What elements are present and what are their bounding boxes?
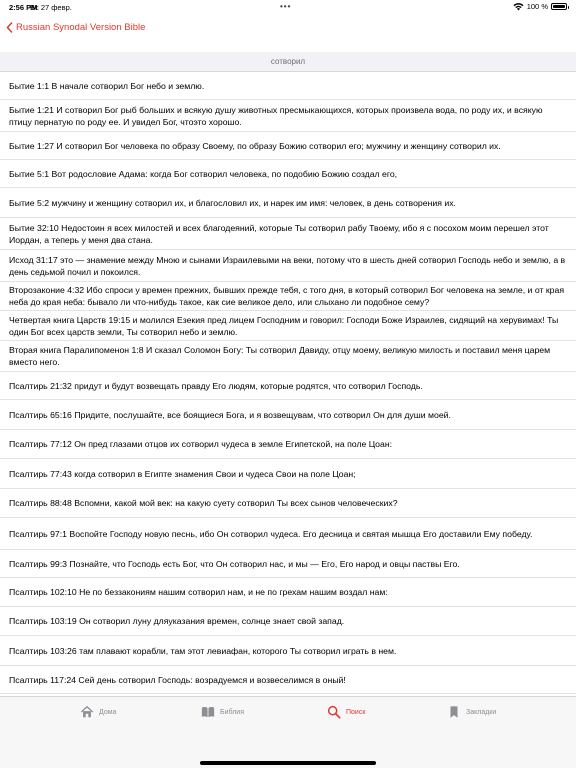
battery-icon (551, 3, 567, 10)
result-verse-text: Бытие 1:1 В начале сотворил Бог небо и землю. (9, 80, 205, 91)
result-verse-text: Псалтирь 65:16 Придите, послушайте, все боящиеся Бога, и я возвещувам, что сотворил Он для души моей. (9, 409, 451, 420)
navigation-bar (0, 14, 576, 44)
tab-bar (0, 696, 576, 768)
back-button[interactable] (6, 22, 145, 33)
result-row[interactable] (0, 607, 576, 636)
result-row[interactable] (0, 341, 576, 372)
result-row[interactable] (0, 400, 576, 430)
result-row[interactable] (0, 372, 576, 400)
book-icon (201, 705, 215, 719)
result-verse-text: Четвертая книга Царств 19:15 и молился Езекия пред лицем Господним и говорил: Господи Боже Израилев, сидящий на херувимах! Ты один Бог всех царств земли, Ты сотворил небо и землю. (9, 314, 559, 337)
multitasking-dots-icon[interactable]: ••• (280, 2, 292, 11)
status-date: Вс 27 февр. (30, 3, 72, 12)
result-verse-text: Псалтирь 97:1 Воспойте Господу новую песнь, ибо Он сотворил чудеса. Его десница и святая мышца Его доставили Ему победу. (9, 528, 533, 539)
result-row[interactable] (0, 72, 576, 100)
result-verse-text: Бытие 5:2 мужчину и женщину сотворил их, и благословил их, и нарек им имя: человек, в день сотворения их. (9, 197, 456, 208)
result-row[interactable] (0, 311, 576, 341)
result-row[interactable] (0, 160, 576, 188)
status-right (513, 2, 567, 11)
result-row[interactable] (0, 282, 576, 311)
bookmark-icon (447, 705, 461, 719)
search-query-label: сотворил (270, 57, 306, 66)
battery-percent: 100 % (526, 2, 548, 11)
result-verse-text: Псалтирь 102:10 Не по беззакониям нашим сотворил нам, и не по грехам нашим воздал нам: (9, 587, 388, 597)
tab-bible[interactable] (201, 705, 244, 719)
result-verse-text: Псалтирь 88:48 Вспомни, какой мой век: на какую суету сотворил Ты всех сынов человеческих? (9, 498, 398, 508)
tab-home-label: Дома (99, 708, 117, 716)
result-row[interactable] (0, 459, 576, 489)
result-verse-text: Псалтирь 99:3 Познайте, что Господь есть Бог, что Он сотворил нас, и мы — Его, Его народ и овцы паствы Его. (9, 558, 460, 569)
tab-search[interactable] (327, 705, 365, 719)
result-verse-text: Второзаконие 4:32 Ибо спроси у времен прежних, бывших прежде тебя, с того дня, в который сотворил Бог человека на земле, и от края неба до края неба: бывало ли что-нибудь такое, как сие великое дело, или слыхано ли подобное сему? (9, 285, 565, 307)
result-row[interactable] (0, 489, 576, 518)
result-row[interactable] (0, 250, 576, 282)
search-icon (327, 705, 341, 719)
search-query-header (0, 52, 576, 72)
result-row[interactable] (0, 218, 576, 250)
result-verse-text: Псалтирь 77:43 когда сотворил в Египте знамения Свои и чудеса Свои на поле Цоан; (9, 468, 356, 479)
tab-home[interactable] (80, 705, 116, 719)
result-verse-text: Бытие 1:27 И сотворил Бог человека по образу Своему, по образу Божию сотворил его; мужчину и женщину сотворил их. (9, 140, 501, 151)
result-verse-text: Вторая книга Паралипоменон 1:8 И сказал Соломон Богу: Ты сотворил Давиду, отцу моему, великую милость и поставил меня царем вместо него. (9, 345, 551, 367)
result-row[interactable] (0, 578, 576, 607)
result-row[interactable] (0, 518, 576, 550)
result-verse-text: Бытие 5:1 Вот родословие Адама: когда Бог сотворил человека, по подобию Божию создал его, (9, 168, 398, 179)
result-verse-text: Псалтирь 117:24 Сей день сотворил Господь: возрадуемся и возвеселимся в оный! (9, 674, 346, 685)
tab-bookmarks-label: Закладки (466, 708, 497, 716)
wifi-icon (513, 3, 524, 11)
result-verse-text: Псалтирь 77:12 Он пред глазами отцов их сотворил чудеса в земле Египетской, на поле Цоан: (9, 439, 393, 449)
result-verse-text: Бытие 32:10 Недостоин я всех милостей и всех благодеяний, которые Ты сотворил рабу Твоему, ибо я с посохом моим перешел этот Иордан, а теперь у меня два стана. (9, 222, 549, 245)
result-row[interactable] (0, 550, 576, 578)
home-indicator[interactable] (200, 761, 376, 765)
result-row[interactable] (0, 666, 576, 694)
tab-bookmarks[interactable] (447, 705, 496, 719)
result-row[interactable] (0, 132, 576, 160)
status-bar (0, 0, 576, 14)
result-row[interactable] (0, 188, 576, 218)
status-time: 2:56 PM (9, 3, 38, 12)
battery-fill (553, 5, 565, 8)
result-row[interactable] (0, 430, 576, 459)
result-verse-text: Бытие 1:21 И сотворил Бог рыб больших и всякую душу животных пресмыкающихся, которых произвела вода, по роду их, и всякую птицу пернатую по роду ее. И увидел Бог, чтоэто хорошо. (9, 104, 543, 127)
tab-bible-label: Библия (220, 708, 244, 716)
result-row[interactable] (0, 636, 576, 666)
tab-search-label: Поиск (346, 708, 366, 716)
chevron-left-icon (6, 22, 13, 33)
result-row[interactable] (0, 100, 576, 132)
back-button-label: Russian Synodal Version Bible (16, 22, 146, 33)
result-verse-text: Псалтирь 103:26 там плавают корабли, там этот левиафан, которого Ты сотворил играть в нем. (9, 645, 397, 656)
result-verse-text: Исход 31:17 это — знамение между Мною и сынами Израилевыми на веки, потому что в шесть дней сотворил Господь небо и землю, а в день седьмой почил и покоился. (9, 254, 566, 277)
result-verse-text: Псалтирь 103:19 Он сотворил луну дляуказания времен, солнце знает свой запад. (9, 616, 345, 626)
house-icon (80, 705, 94, 719)
result-verse-text: Псалтирь 21:32 придут и будут возвещать правду Его людям, которые родятся, что сотворил Господь. (9, 380, 423, 391)
